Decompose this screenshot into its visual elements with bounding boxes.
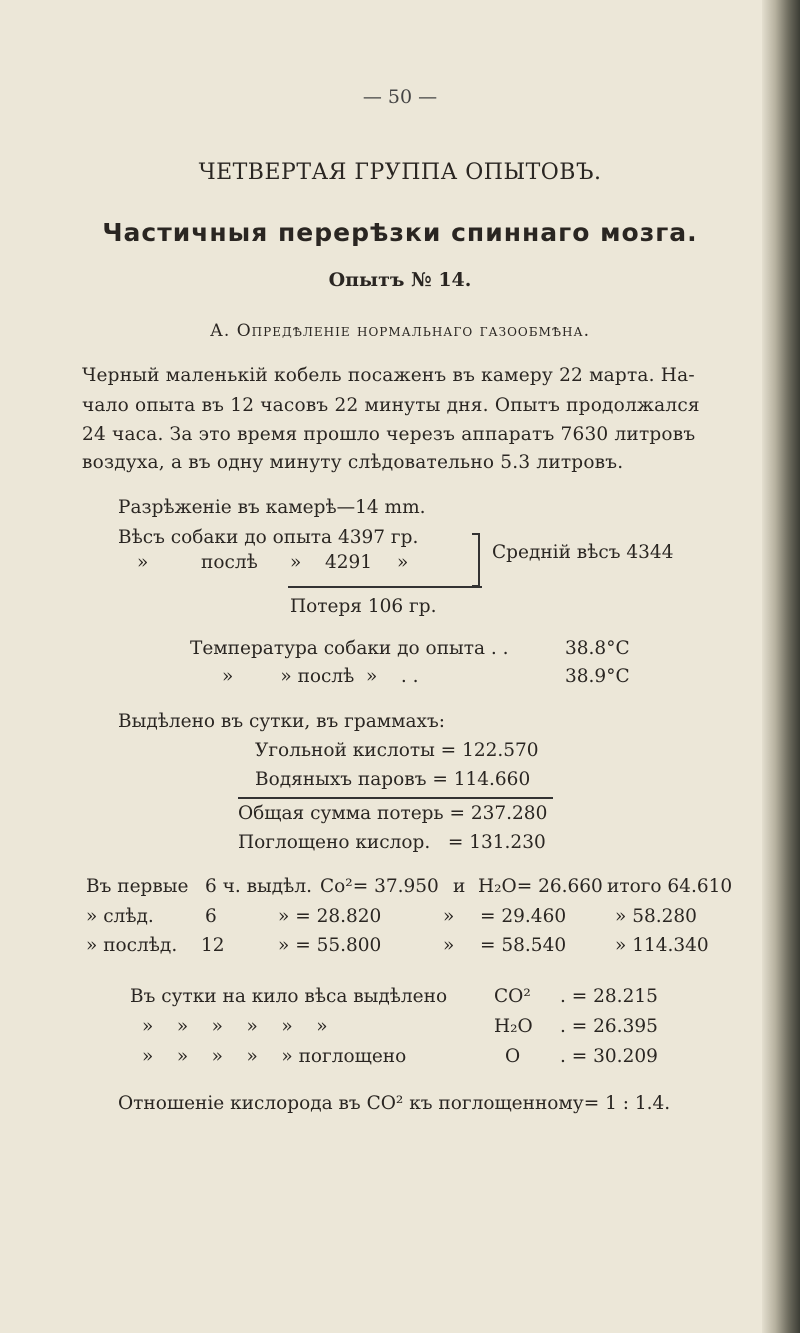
- paragraph-line: чало опыта въ 12 часовъ 22 минуты дня. Опытъ продолжался: [82, 395, 700, 416]
- weight-after-value: 4291: [325, 552, 373, 573]
- daily-heading: Выдѣлено въ сутки, въ граммахъ:: [118, 711, 445, 732]
- per-kilo-substance: СО²: [494, 986, 531, 1007]
- daily-o2: Поглощено кислор. = 131.230: [238, 832, 546, 853]
- period-co2: Со²= 37.950: [320, 876, 439, 897]
- daily-total: Общая сумма потерь = 237.280: [238, 803, 548, 824]
- period-co2: » = 28.820: [278, 906, 382, 927]
- paragraph-line: воздуха, а въ одну минуту слѣдовательно 5.3 литровъ.: [82, 452, 624, 473]
- period-hours: 6: [205, 906, 217, 927]
- per-kilo-substance: H₂O: [494, 1016, 533, 1037]
- rarefaction: Разрѣженіе въ камерѣ—14 mm.: [118, 497, 426, 518]
- page-edge: [762, 0, 800, 1333]
- temperature-after-value: 38.9°С: [565, 666, 630, 687]
- period-sep: и: [453, 876, 466, 897]
- temperature-before-value: 38.8°С: [565, 638, 630, 659]
- period-total: » 58.280: [615, 906, 697, 927]
- per-kilo-label: » » » » » »: [142, 1016, 328, 1037]
- period-label: » послѣд.: [86, 935, 178, 956]
- period-h2o: = 58.540: [480, 935, 567, 956]
- weight-loss: Потеря 106 гр.: [290, 596, 437, 617]
- per-kilo-label: » » » » » поглощено: [142, 1046, 407, 1067]
- per-kilo-label: Въ сутки на кило вѣса выдѣлено: [130, 986, 448, 1007]
- per-kilo-value: . = 30.209: [560, 1046, 658, 1067]
- weight-after-label: послѣ: [201, 552, 258, 573]
- rule: [288, 586, 482, 588]
- per-kilo-substance: О: [505, 1046, 521, 1067]
- period-co2: » = 55.800: [278, 935, 382, 956]
- temperature-before-label: Температура собаки до опыта . .: [190, 638, 509, 659]
- weight-after-mark2: »: [290, 552, 302, 573]
- weight-before: Вѣсъ собаки до опыта 4397 гр.: [118, 527, 419, 548]
- period-hours: 6 ч. выдѣл.: [205, 876, 312, 897]
- weight-after-mark: »: [137, 552, 149, 573]
- period-label: Въ первые: [86, 876, 189, 897]
- oxygen-ratio: Отношеніе кислорода въ СО² къ поглощенному= 1 : 1.4.: [118, 1093, 671, 1114]
- experiment-title: Опытъ № 14.: [328, 269, 472, 291]
- weight-after-mark3: »: [397, 552, 409, 573]
- page-number: — 50 —: [362, 86, 438, 108]
- period-total: » 114.340: [615, 935, 709, 956]
- per-kilo-value: . = 26.395: [560, 1016, 658, 1037]
- period-hours: 12: [201, 935, 225, 956]
- per-kilo-value: . = 28.215: [560, 986, 658, 1007]
- brace: [472, 533, 480, 587]
- temperature-after-label: » » послѣ » . .: [222, 666, 419, 687]
- daily-co2: Угольной кислоты = 122.570: [255, 740, 539, 761]
- paragraph-line: 24 часа. За это время прошло черезъ аппаратъ 7630 литровъ: [82, 424, 696, 445]
- group-title: ЧЕТВЕРТАЯ ГРУППА ОПЫТОВЪ.: [198, 160, 602, 185]
- period-sep: »: [443, 935, 455, 956]
- period-label: » слѣд.: [86, 906, 154, 927]
- paragraph-line: Черный маленькій кобель посаженъ въ камеру 22 марта. На-: [82, 365, 695, 386]
- period-sep: »: [443, 906, 455, 927]
- period-total: итого 64.610: [607, 876, 733, 897]
- rule: [238, 797, 553, 799]
- daily-h2o: Водяныхъ паровъ = 114.660: [255, 769, 531, 790]
- section-title: А. Опредѣленіе нормальнаго газообмѣна.: [210, 321, 590, 341]
- subtitle: Частичныя перерѣзки спиннаго мозга.: [102, 218, 698, 247]
- period-h2o: H₂O= 26.660: [478, 876, 603, 897]
- weight-average: Средній вѣсъ 4344: [492, 542, 674, 563]
- period-h2o: = 29.460: [480, 906, 567, 927]
